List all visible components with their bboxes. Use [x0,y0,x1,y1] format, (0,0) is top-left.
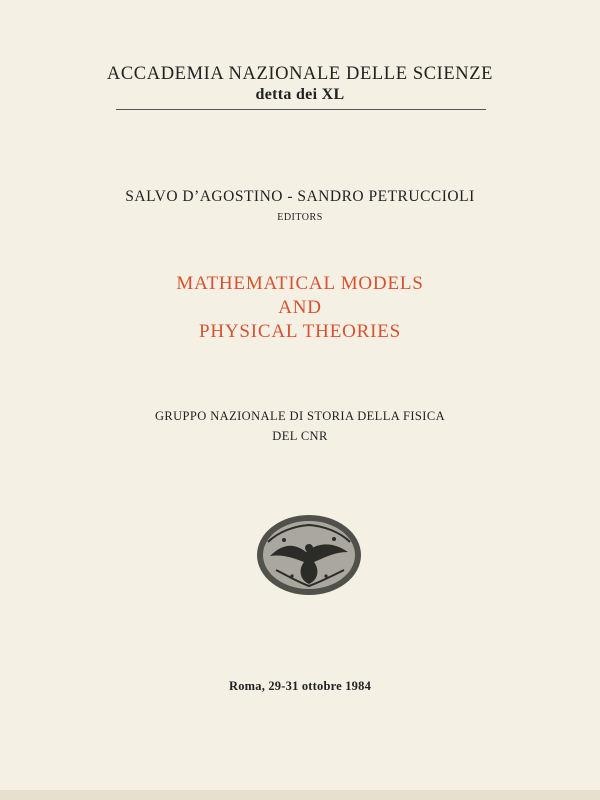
header-divider [116,109,486,110]
publisher-name: ACCADEMIA NAZIONALE DELLE SCIENZE [106,64,494,84]
organization [0,406,600,446]
place-and-date: Roma, 29-31 ottobre 1984 [228,679,372,693]
editor-names: SALVO D’AGOSTINO - SANDRO PETRUCCIOLI [125,188,475,205]
cover-bottom-edge [0,790,600,800]
book-title [0,272,600,344]
title-line-2: AND [278,297,322,318]
eagle-seal-icon [254,512,364,598]
title-line-3: PHYSICAL THEORIES [198,321,402,342]
publisher-subtitle: detta dei XL [255,86,345,103]
editors-label: EDITORS [277,212,323,223]
title-line-1: MATHEMATICAL MODELS [176,273,424,294]
organization-line-2: DEL CNR [272,429,328,443]
organization-line-1: GRUPPO NAZIONALE DI STORIA DELLA FISICA [154,409,446,423]
